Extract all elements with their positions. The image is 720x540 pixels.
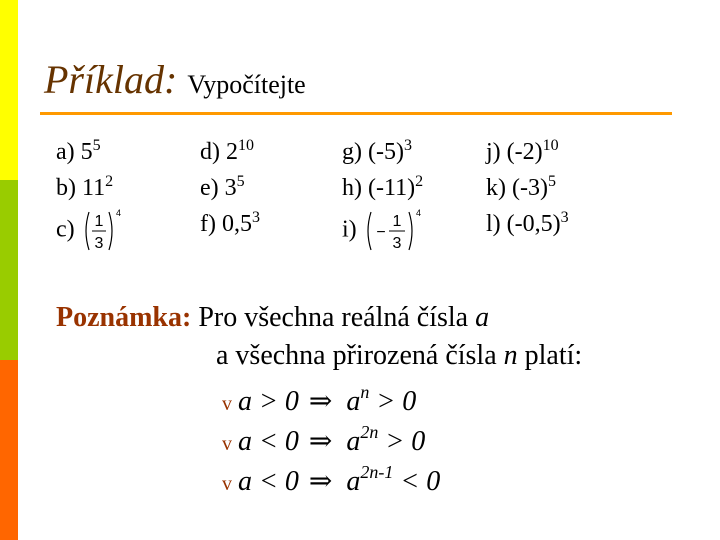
note-line-2	[216, 340, 582, 372]
exercise-column-1	[56, 134, 125, 252]
note-text-2: a všechna přirozená čísla	[216, 340, 497, 371]
note-var-n: n	[503, 340, 518, 371]
diamond-bullet-icon: v	[222, 393, 232, 415]
implies-arrow-icon: ⇒	[308, 466, 333, 497]
exercise-e: e) $3^5$	[200, 173, 245, 201]
fraction-c-exp: 4	[115, 208, 121, 218]
fraction-c-num: 1	[94, 213, 104, 230]
diamond-bullet-icon: v	[222, 433, 232, 455]
exercise-k: k) $(-3)^5$	[486, 173, 556, 201]
diamond-bullet-icon: v	[222, 473, 232, 495]
exercise-column-4	[486, 134, 569, 242]
fraction-i-exp: 4	[415, 208, 421, 218]
fraction-i	[363, 206, 429, 256]
note-text-1: Pro všechna reálná čísla	[198, 302, 469, 333]
title-divider	[40, 112, 672, 115]
exercise-g: g) $(-5)^3$	[342, 137, 412, 165]
rule-3: v a < 0 ⇒ $a^{2n-1} < 0$	[222, 462, 441, 497]
note-var-a: a	[475, 302, 490, 333]
exercise-column-3	[342, 134, 429, 252]
rule-2: v a < 0 ⇒ $a^{2n} > 0$	[222, 422, 426, 457]
title-main: Příklad:	[44, 57, 178, 102]
accent-stripe-orange	[0, 360, 18, 540]
exercise-j: j) $(-2)^{10}$	[486, 137, 559, 165]
exercise-i: i) − 1 3 4	[342, 206, 429, 242]
accent-stripe-green	[0, 180, 18, 360]
exercise-b: b) $11^2$	[56, 173, 114, 201]
fraction-i-num: 1	[392, 213, 402, 230]
slide-title	[44, 56, 306, 103]
fraction-i-sign: −	[376, 224, 386, 241]
implies-arrow-icon: ⇒	[308, 386, 333, 417]
implies-arrow-icon: ⇒	[308, 426, 333, 457]
exercise-h: h) $(-11)^2$	[342, 173, 424, 201]
exercise-c: c) 1 3 4	[56, 206, 125, 242]
exercise-l: l) $(-0,5)^3$	[486, 209, 569, 237]
exercise-column-2	[200, 134, 260, 242]
exercise-d: d) $2^{10}$	[200, 137, 254, 165]
fraction-i-den: 3	[392, 235, 402, 252]
exercise-f: f) $0,5^3$	[200, 209, 260, 237]
fraction-c-den: 3	[94, 235, 104, 252]
note-text-2-end: platí:	[524, 340, 583, 371]
note-line-1	[56, 302, 489, 334]
note-keyword: Poznámka:	[56, 302, 192, 333]
rule-1: v a > 0 ⇒ $a^n > 0$	[222, 382, 417, 417]
title-sub: Vypočítejte	[187, 70, 306, 99]
fraction-c	[81, 206, 125, 256]
exercise-a: a) $5^5$	[56, 137, 101, 165]
accent-stripe-yellow	[0, 0, 18, 180]
